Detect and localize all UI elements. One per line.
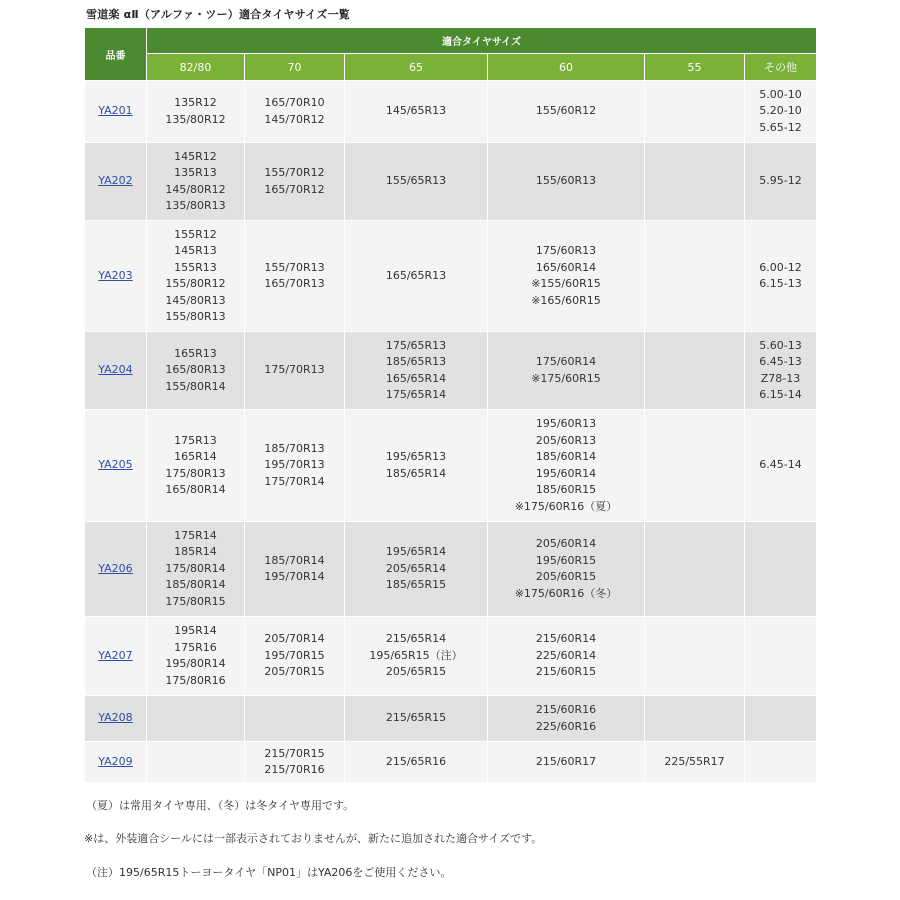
model-cell [85, 410, 147, 522]
tire-size: 175/80R15 [165, 594, 226, 608]
column-header: 65 [345, 54, 488, 81]
size-cell [245, 696, 345, 742]
size-cell [488, 617, 645, 696]
size-cell [488, 742, 645, 783]
tire-size: 165/70R10 [264, 96, 325, 109]
size-cell [147, 81, 245, 143]
tire-size: 155R12 [174, 227, 217, 241]
model-link[interactable]: YA208 [98, 711, 133, 725]
size-cell [745, 81, 817, 143]
tire-size: 145/70R12 [264, 112, 325, 126]
size-cell [345, 617, 488, 696]
table-row [85, 696, 817, 742]
tire-size: 6.15-13 [759, 277, 802, 290]
tire-size: 195/60R14 [535, 466, 597, 480]
tire-size: 225/55R17 [664, 754, 725, 768]
tire-size: 165/80R13 [165, 363, 226, 377]
note-caution: （注）195/65R15トーヨータイヤ「NP01」はYA206をご使用ください。 [86, 866, 452, 879]
size-cell [245, 617, 345, 696]
tire-size: ※155/60R15 [531, 277, 601, 290]
model-cell [85, 81, 147, 143]
tire-size: 225/60R14 [535, 648, 597, 662]
tire-size: 135R13 [174, 166, 217, 179]
model-link[interactable]: YA201 [98, 104, 133, 118]
tire-size: 195R14 [174, 624, 217, 637]
tire-size: 6.45-14 [759, 458, 802, 472]
tire-size-table [84, 27, 817, 783]
tire-size: 215/70R15 [264, 746, 325, 760]
size-cell [345, 143, 488, 221]
note-asterisk: ※は、外装適合シールには一部表示されておりませんが、新たに追加された適合サイズです。 [84, 832, 543, 845]
tire-size: 5.95-12 [759, 174, 802, 188]
tire-size: 205/70R15 [264, 665, 325, 679]
size-cell [147, 143, 245, 221]
column-header: 70 [245, 54, 345, 81]
tire-size: 215/65R14 [385, 632, 447, 646]
tire-size: 175/80R16 [165, 673, 226, 687]
tire-size: 225/60R16 [535, 719, 597, 733]
tire-size: 5.20-10 [759, 104, 802, 118]
tire-size: 175R14 [174, 528, 217, 542]
tire-size: 6.00-12 [759, 260, 802, 274]
model-cell [85, 742, 147, 783]
size-cell [345, 696, 488, 742]
model-cell [85, 143, 147, 221]
size-cell [745, 332, 817, 410]
size-cell [745, 617, 817, 696]
tire-size: 205/65R14 [385, 561, 447, 575]
column-header: 60 [488, 54, 645, 81]
tire-size: 155/80R14 [165, 379, 226, 393]
model-link[interactable]: YA206 [98, 561, 133, 575]
tire-size: 185R14 [174, 545, 217, 559]
column-header: 55 [645, 54, 745, 81]
tire-size: 195/65R13 [385, 450, 447, 463]
column-header: その他 [745, 54, 817, 81]
table-row [85, 617, 817, 696]
tire-size: 195/80R14 [165, 657, 226, 670]
model-cell [85, 332, 147, 410]
tire-size: 165R13 [174, 346, 217, 360]
size-cell [645, 522, 745, 617]
size-cell [245, 332, 345, 410]
size-cell [745, 410, 817, 522]
tire-size: 165R14 [174, 450, 217, 463]
table-body [85, 81, 817, 783]
tire-size: 195/65R14 [385, 545, 447, 559]
size-cell [488, 410, 645, 522]
tire-size: 165/65R14 [385, 371, 447, 385]
tire-size: 165/70R13 [264, 277, 325, 290]
size-cell [745, 696, 817, 742]
tire-size: ※165/60R15 [531, 293, 601, 307]
size-cell [147, 522, 245, 617]
tire-size: ※175/60R16（夏） [514, 499, 618, 513]
tire-size: 175R13 [174, 433, 217, 447]
tire-size: 5.00-10 [759, 87, 802, 101]
tire-size: 145/80R13 [165, 293, 226, 307]
tire-size: 195/60R13 [535, 417, 597, 430]
tire-size: 205/60R13 [535, 433, 597, 447]
tire-size: 155/60R12 [535, 104, 597, 118]
tire-size: 205/65R15 [385, 665, 447, 679]
size-cell [245, 221, 345, 332]
model-link[interactable]: YA205 [98, 458, 133, 472]
size-cell [645, 221, 745, 332]
tire-size: 185/80R14 [165, 578, 226, 592]
table-row [85, 81, 817, 143]
tire-size: 155R13 [174, 260, 217, 274]
tire-size: 145R13 [174, 244, 217, 257]
model-link[interactable]: YA204 [98, 363, 133, 377]
tire-size: 195/60R15 [535, 553, 597, 567]
size-cell [745, 742, 817, 783]
model-cell [85, 221, 147, 332]
size-cell [488, 332, 645, 410]
tire-size: 175/70R13 [264, 363, 325, 377]
table-row [85, 332, 817, 410]
size-cell [645, 143, 745, 221]
tire-size: 145R12 [174, 149, 217, 163]
tire-size: 215/65R16 [385, 754, 447, 768]
model-cell [85, 696, 147, 742]
tire-size: 135/80R12 [165, 112, 226, 126]
size-cell [645, 332, 745, 410]
model-cell [85, 617, 147, 696]
tire-size: 135R12 [174, 96, 217, 109]
tire-size: 185/60R15 [535, 483, 597, 496]
tire-size: 195/65R15（注） [369, 648, 463, 662]
tire-size: 175/65R14 [385, 388, 447, 401]
table-row [85, 742, 817, 783]
tire-size: 155/80R12 [165, 277, 226, 290]
tire-size: 215/60R15 [535, 665, 597, 679]
tire-size: 155/65R13 [385, 174, 447, 188]
size-cell [645, 410, 745, 522]
tire-size: 195/70R15 [264, 648, 325, 662]
tire-size: 205/60R14 [535, 537, 597, 550]
size-cell [345, 221, 488, 332]
note-season: （夏）は常用タイヤ専用、（冬）は冬タイヤ専用です。 [86, 799, 355, 812]
tire-size: 175R16 [174, 640, 217, 654]
tire-size: 175/80R13 [165, 466, 226, 480]
table-row [85, 143, 817, 221]
size-cell [345, 522, 488, 617]
table-row [85, 221, 817, 332]
size-cell [245, 742, 345, 783]
size-cell [488, 696, 645, 742]
size-cell [147, 332, 245, 410]
model-link[interactable]: YA209 [98, 754, 133, 768]
size-cell [488, 81, 645, 143]
tire-size: 185/65R13 [385, 355, 447, 368]
tire-size: 185/70R14 [264, 553, 325, 567]
size-cell [645, 81, 745, 143]
model-link[interactable]: YA202 [98, 174, 133, 188]
tire-size: 215/60R17 [535, 754, 597, 768]
tire-size: 145/65R13 [385, 104, 447, 118]
size-cell [245, 81, 345, 143]
tire-size: 165/65R13 [385, 268, 447, 282]
tire-size: 155/70R12 [264, 166, 325, 179]
tire-size: 185/60R14 [535, 450, 597, 463]
column-header: 82/80 [147, 54, 245, 81]
size-cell [147, 696, 245, 742]
size-cell [488, 143, 645, 221]
tire-size: 215/70R16 [264, 763, 325, 776]
tire-size: 215/65R15 [385, 711, 447, 725]
size-cell [345, 332, 488, 410]
model-link[interactable]: YA207 [98, 648, 133, 662]
tire-size: 175/70R14 [264, 474, 325, 488]
tire-size: 205/60R15 [535, 570, 597, 583]
tire-size: 5.60-13 [759, 338, 802, 352]
tire-size: 175/65R13 [385, 338, 447, 352]
tire-size: 215/60R16 [535, 703, 597, 716]
tire-size: Z78-13 [760, 371, 801, 385]
tire-size: 185/65R15 [385, 578, 447, 592]
size-cell [245, 143, 345, 221]
tire-size: 185/65R14 [385, 466, 447, 480]
size-cell [147, 221, 245, 332]
tire-size: 195/70R14 [264, 570, 325, 583]
tire-size: 165/60R14 [535, 260, 597, 274]
tire-size: 155/80R13 [165, 310, 226, 323]
size-cell [645, 617, 745, 696]
size-cell [245, 522, 345, 617]
size-cell [488, 522, 645, 617]
tire-size-group-header: 適合タイヤサイズ [147, 28, 817, 54]
model-header: 品番 [85, 28, 147, 81]
size-cell [345, 81, 488, 143]
tire-size: 145/80R12 [165, 182, 226, 196]
size-cell [488, 221, 645, 332]
size-cell [345, 742, 488, 783]
tire-size: 215/60R14 [535, 632, 597, 646]
size-cell [645, 742, 745, 783]
table-row [85, 410, 817, 522]
tire-size: 175/80R14 [165, 561, 226, 575]
tire-size: 185/70R13 [264, 441, 325, 455]
size-cell [245, 410, 345, 522]
size-cell [147, 742, 245, 783]
tire-size: 165/80R14 [165, 483, 226, 496]
model-link[interactable]: YA203 [98, 268, 133, 282]
tire-size: 135/80R13 [165, 199, 226, 212]
tire-size: ※175/60R15 [531, 371, 601, 385]
size-cell [745, 143, 817, 221]
tire-size: 155/70R13 [264, 260, 325, 274]
tire-size: 155/60R13 [535, 174, 597, 188]
size-cell [745, 522, 817, 617]
tire-size: 195/70R13 [264, 458, 325, 472]
tire-size: 175/60R13 [535, 244, 597, 257]
tire-size: 175/60R14 [535, 355, 597, 368]
size-cell [645, 696, 745, 742]
size-cell [745, 221, 817, 332]
size-cell [345, 410, 488, 522]
size-cell [147, 410, 245, 522]
tire-size: 6.45-13 [759, 355, 802, 368]
tire-size: ※175/60R16（冬） [514, 586, 618, 600]
table-title: 雪道楽 αⅡ（アルファ・ツー）適合タイヤサイズ一覧 [86, 8, 350, 21]
size-cell [147, 617, 245, 696]
tire-size: 165/70R12 [264, 182, 325, 196]
tire-size: 6.15-14 [759, 388, 802, 401]
tire-size: 5.65-12 [759, 120, 802, 134]
table-row [85, 522, 817, 617]
tire-size: 205/70R14 [264, 632, 325, 646]
model-cell [85, 522, 147, 617]
